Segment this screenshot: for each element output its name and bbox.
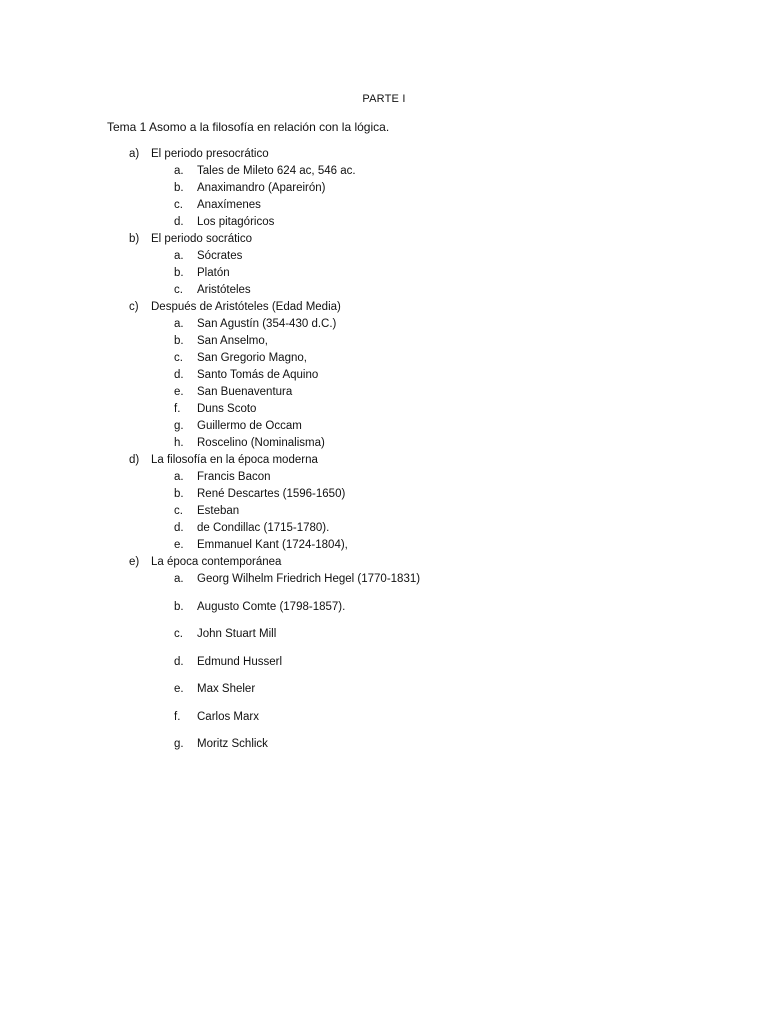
outline-section: [0, 452, 768, 554]
list-item: [0, 197, 768, 214]
section-title: La filosofía en la época moderna: [151, 454, 318, 466]
list-item: [0, 214, 768, 231]
page-title: PARTE I: [362, 93, 406, 105]
list-item: [0, 418, 768, 435]
item-letter: c.: [174, 352, 183, 364]
item-text: Georg Wilhelm Friedrich Hegel (1770-1831): [197, 573, 421, 585]
section-heading: [0, 231, 768, 248]
item-letter: g.: [174, 738, 184, 750]
list-item: [0, 384, 768, 401]
item-text: Moritz Schlick: [197, 738, 268, 750]
section-letter: c): [129, 301, 139, 313]
item-text: Santo Tomás de Aquino: [197, 369, 319, 381]
section-title: Después de Aristóteles (Edad Media): [151, 301, 341, 313]
item-text: René Descartes (1596-1650): [197, 488, 346, 500]
list-item: [0, 736, 768, 764]
list-item: [0, 350, 768, 367]
list-item: [0, 571, 768, 599]
item-letter: c.: [174, 284, 183, 296]
item-text: Emmanuel Kant (1724-1804),: [197, 539, 348, 551]
list-item: [0, 654, 768, 682]
list-item: [0, 709, 768, 737]
item-letter: c.: [174, 199, 183, 211]
item-letter: b.: [174, 600, 184, 613]
item-text: Anaxímenes: [197, 199, 261, 211]
section-title: El periodo presocrático: [151, 148, 269, 160]
section-letter: b): [129, 233, 140, 245]
item-letter: h.: [174, 437, 184, 449]
item-text: Guillermo de Occam: [197, 420, 302, 432]
section-heading: [0, 452, 768, 469]
item-text: Francis Bacon: [197, 471, 271, 483]
item-text: Aristóteles: [197, 284, 251, 296]
item-letter: b.: [174, 488, 184, 500]
item-letter: a.: [174, 471, 184, 483]
list-item: [0, 469, 768, 486]
item-letter: e.: [174, 386, 184, 398]
item-text: Esteban: [197, 505, 240, 517]
list-item: [0, 316, 768, 333]
list-item: [0, 163, 768, 180]
item-letter: b.: [174, 335, 184, 347]
list-item: [0, 681, 768, 709]
outline-section: [0, 146, 768, 231]
list-item: [0, 248, 768, 265]
item-text: Platón: [197, 267, 230, 279]
list-item: [0, 282, 768, 299]
list-item: [0, 401, 768, 418]
item-text: San Buenaventura: [197, 386, 293, 398]
item-text: Los pitagóricos: [197, 216, 275, 228]
topic-heading: Tema 1 Asomo a la filosofía en relación con la lógica.: [107, 120, 390, 134]
item-letter: d.: [174, 369, 184, 381]
list-item: [0, 626, 768, 654]
item-text: de Condillac (1715-1780).: [197, 522, 330, 534]
item-text: Anaximandro (Apareirón): [197, 182, 326, 194]
section-letter: a): [129, 148, 140, 160]
list-item: [0, 265, 768, 282]
item-text: San Gregorio Magno,: [197, 352, 307, 364]
outline-section: [0, 231, 768, 299]
item-letter: d.: [174, 522, 184, 534]
item-letter: g.: [174, 420, 184, 432]
list-item: [0, 503, 768, 520]
item-letter: a.: [174, 250, 184, 262]
outline-section: [0, 554, 768, 764]
outline-list: [0, 146, 768, 764]
section-heading: [0, 146, 768, 163]
item-letter: c.: [174, 505, 183, 517]
section-letter: e): [129, 556, 140, 568]
list-item: [0, 486, 768, 503]
section-title: La época contemporánea: [151, 556, 282, 568]
section-title: El periodo socrático: [151, 233, 252, 245]
item-letter: e.: [174, 539, 184, 551]
item-letter: f.: [174, 710, 181, 723]
item-text: Max Sheler: [197, 683, 256, 695]
item-letter: e.: [174, 683, 184, 695]
item-text: John Stuart Mill: [197, 628, 277, 640]
list-item: [0, 520, 768, 537]
item-text: Tales de Mileto 624 ac, 546 ac.: [197, 165, 356, 177]
section-heading: [0, 554, 768, 571]
list-item: [0, 537, 768, 554]
list-item: [0, 367, 768, 384]
item-text: Duns Scoto: [197, 403, 257, 415]
item-letter: d.: [174, 655, 184, 668]
item-text: San Agustín (354-430 d.C.): [197, 318, 337, 330]
item-letter: c.: [174, 628, 183, 640]
section-letter: d): [129, 454, 140, 466]
item-letter: a.: [174, 165, 184, 177]
item-letter: a.: [174, 573, 184, 585]
list-item: [0, 333, 768, 350]
list-item: [0, 599, 768, 627]
item-text: San Anselmo,: [197, 335, 268, 347]
item-letter: d.: [174, 216, 184, 228]
item-text: Augusto Comte (1798-1857).: [197, 600, 346, 613]
item-letter: b.: [174, 182, 184, 194]
item-letter: b.: [174, 267, 184, 279]
item-letter: a.: [174, 318, 184, 330]
list-item: [0, 180, 768, 197]
item-text: Carlos Marx: [197, 710, 259, 723]
item-letter: f.: [174, 403, 181, 415]
section-heading: [0, 299, 768, 316]
item-text: Edmund Husserl: [197, 655, 283, 668]
outline-section: [0, 299, 768, 452]
list-item: [0, 435, 768, 452]
item-text: Roscelino (Nominalisma): [197, 437, 325, 449]
item-text: Sócrates: [197, 250, 243, 262]
